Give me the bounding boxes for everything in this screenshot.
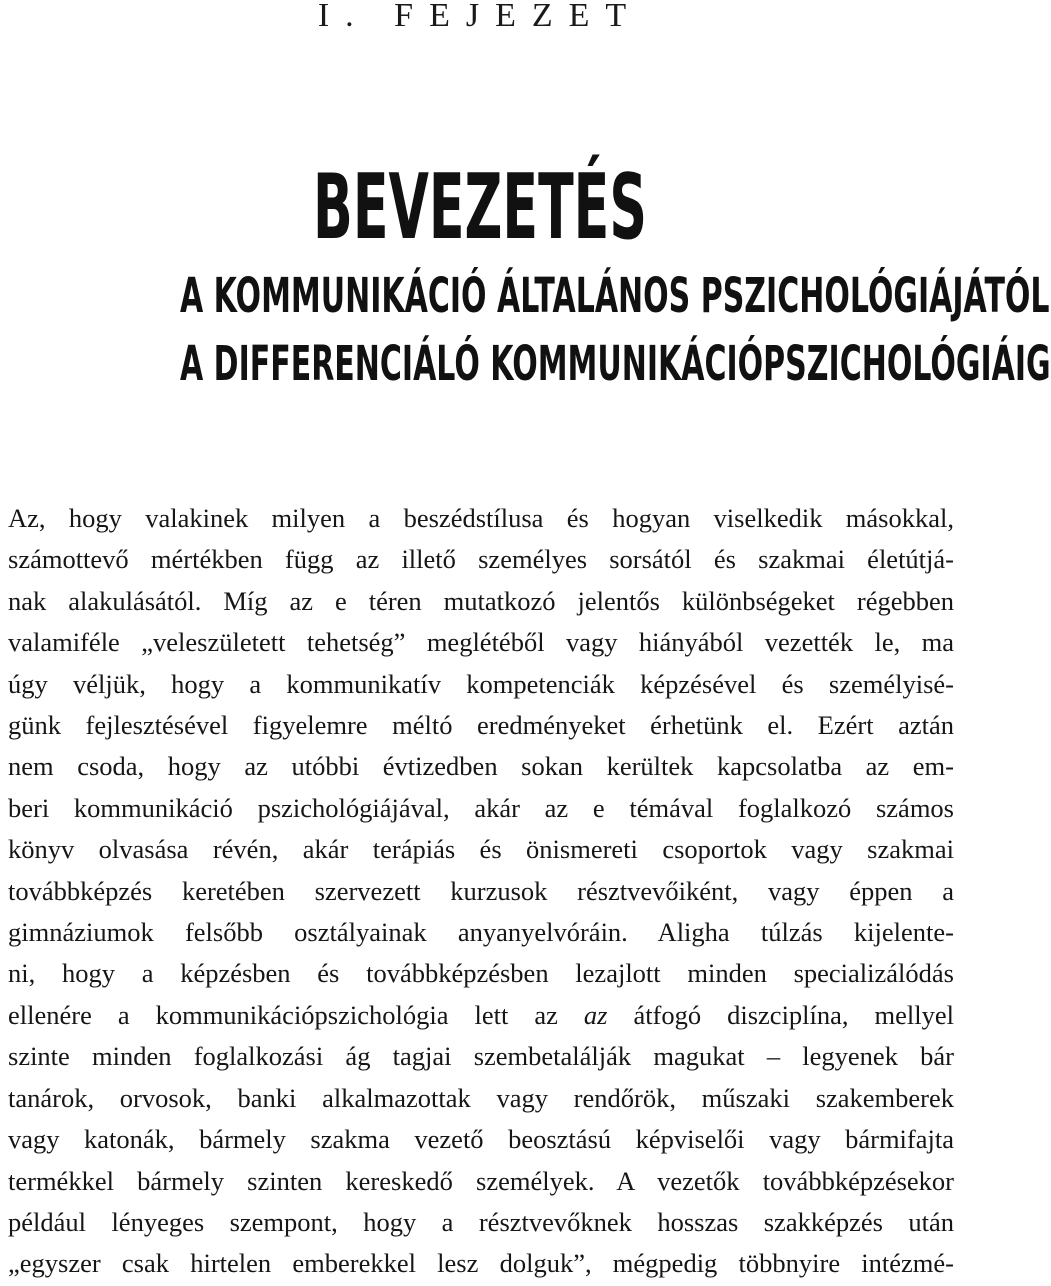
paragraph-line: nak alakulásától. Míg az e téren mutatkozó jelentős különbségeket régebben bbox=[8, 585, 954, 616]
chapter-label: I. FEJEZET bbox=[317, 0, 643, 34]
chapter-subtitle-line-2: A DIFFERENCIÁLÓ KOMMUNIKÁCIÓPSZICHOLÓGIÁIG bbox=[180, 336, 1051, 392]
emphasized-word: az bbox=[583, 999, 608, 1030]
paragraph-line: beri kommunikáció pszichológiájával, akár az e témával foglalkozó számos bbox=[8, 792, 954, 823]
paragraph-line: nem csoda, hogy az utóbbi évtizedben sokan kerültek kapcsolatba az em- bbox=[8, 751, 954, 782]
paragraph-line: számottevő mértékben függ az illető személyes sorsától és szakmai életútjá- bbox=[8, 544, 954, 575]
chapter-title: BEVEZETÉS bbox=[313, 155, 647, 260]
paragraph-line: günk fejlesztésével figyelemre méltó eredményeket érhetünk el. Ezért aztán bbox=[8, 710, 954, 741]
paragraph-line: „egyszer csak hirtelen emberekkel lesz dolguk”, mégpedig többnyire intézmé- bbox=[8, 1248, 954, 1279]
paragraph-line: továbbképzés keretében szervezett kurzusok résztvevőiként, vagy éppen a bbox=[8, 875, 954, 906]
paragraph-line: tanárok, orvosok, banki alkalmazottak vagy rendőrök, műszaki szakemberek bbox=[8, 1082, 954, 1113]
paragraph-line-with-emphasis bbox=[8, 995, 954, 1036]
paragraph-line: Az, hogy valakinek milyen a beszédstílusa és hogyan viselkedik másokkal, bbox=[8, 503, 954, 533]
paragraph-line: vagy katonák, bármely szakma vezető beosztású képviselői vagy bármifajta bbox=[8, 1124, 954, 1155]
paragraph-line: ni, hogy a képzésben és továbbképzésben lezajlott minden specializálódás bbox=[8, 958, 954, 989]
paragraph-line: termékkel bármely szinten kereskedő személyek. A vezetők továbbképzésekor bbox=[8, 1165, 954, 1196]
line-text-start: ellenére a kommunikációpszichológia lett az bbox=[8, 999, 558, 1030]
body-paragraph bbox=[8, 498, 954, 1285]
paragraph-line: szinte minden foglalkozási ág tagjai szembetalálják magukat – legyenek bár bbox=[8, 1041, 954, 1072]
line-text-end: átfogó diszciplína, mellyel bbox=[633, 999, 955, 1030]
paragraph-line: például lényeges szempont, hogy a résztvevőknek hosszas szakképzés után bbox=[8, 1206, 954, 1237]
paragraph-line: úgy véljük, hogy a kommunikatív kompetenciák képzésével és személyisé- bbox=[8, 668, 954, 699]
paragraph-line: könyv olvasása révén, akár terápiás és önismereti csoportok vagy szakmai bbox=[8, 834, 954, 865]
chapter-subtitle-line-1: A KOMMUNIKÁCIÓ ÁLTALÁNOS PSZICHOLÓGIÁJÁTÓL bbox=[180, 268, 1050, 324]
paragraph-line: gimnáziumok felsőbb osztályainak anyanyelvóráin. Aligha túlzás kijelente- bbox=[8, 917, 954, 948]
paragraph-line: valamiféle „veleszületett tehetség” meglétéből vagy hiányából vezették le, ma bbox=[8, 627, 954, 658]
